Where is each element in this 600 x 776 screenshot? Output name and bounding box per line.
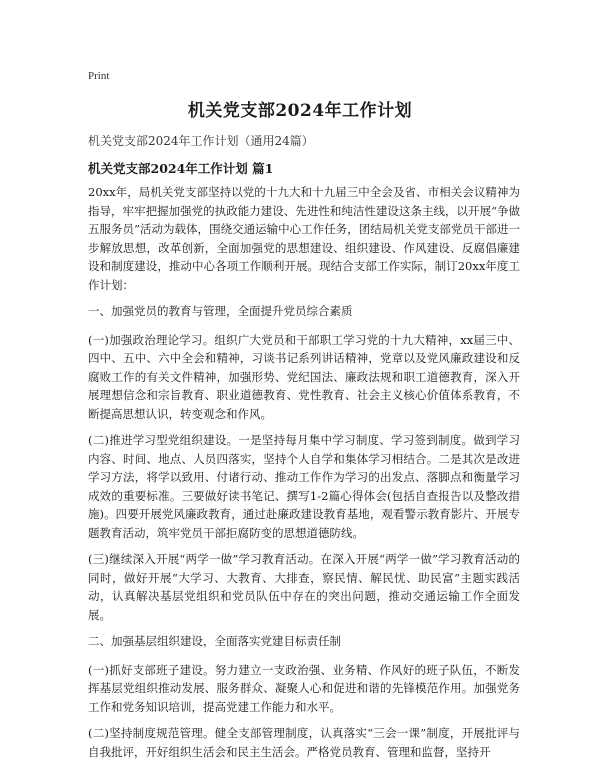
print-link[interactable]: Print — [88, 70, 110, 82]
paragraph-intro: 20xx年，局机关党支部坚持以党的十九大和十九届三中全会及省、市相关会议精神为指导，牢牢把握加强党的执政能力建设、先进性和纯洁性建设这条主线，以开展“争做五服务员”活动为载体，围绕交通运输中心工作任务，团结局机关党支部党员干部进一步解放思想，改革创新，全面加强党的思想建设、组织建设、作风建设、反腐倡廉建设和制度建设，推动中心各项工作顺利开展。现结合支部工作实际，制订20xx年度工作计划： — [88, 185, 520, 292]
section-heading-1: 一、加强党员的教育与管理，全面提升党员综合素质 — [88, 304, 353, 318]
section-heading-2: 二、加强基层组织建设，全面落实党建目标责任制 — [88, 634, 341, 648]
article-body — [88, 183, 520, 769]
article-heading: 机关党支部2024年工作计划 篇1 — [88, 161, 274, 176]
paragraph: (二)坚持制度规范管理。健全支部管理制度，认真落实“三会一课”制度，开展批评与自我批评，开好组织生活会和民主生活会。严格党员教育、管理和监督，坚持开 — [88, 726, 520, 759]
paragraph: (一)抓好支部班子建设。努力建立一支政治强、业务精、作风好的班子队伍，不断发挥基层党组织推动发展、服务群众、凝聚人心和促进和谐的先锋模范作用。加强党务工作和党务知识培训，提高党建工作能力和水平。 — [88, 662, 520, 714]
document-subtitle: 机关党支部2024年工作计划（通用24篇） — [88, 134, 314, 148]
paragraph: (三)继续深入开展“两学一做”学习教育活动。在深入开展“两学一做”学习教育活动的同时，做好开展“大学习、大教育、大排查，察民情、解民忧、助民富”主题实践活动，认真解决基层党组织和党员队伍中存在的突出问题，推动交通运输工作全面发展。 — [88, 552, 520, 622]
paragraph: (二)推进学习型党组织建设。一是坚持每月集中学习制度、学习签到制度。做到学习内容、时间、地点、人员四落实，坚持个人自学和集体学习相结合。二是其次是改进学习方法，将学以致用、付诸行动、推动工作作为学习的出发点、落脚点和衡量学习成效的重要标准。三要做好读书笔记、撰写1-2篇心得体会(包括自查报告以及整改措施)。四要开展党风廉政教育，通过赴廉政建设教育基地，观看警示教育影片、开展专题教育活动，筑牢党员干部拒腐防变的思想道德防线。 — [88, 433, 520, 540]
paragraph: (一)加强政治理论学习。组织广大党员和干部职工学习党的十九大精神，xx届三中、四中、五中、六中全会和精神，习谈书记系列讲话精神，党章以及党风廉政建设和反腐败工作的有关文件精神，加强形势、党纪国法、廉政法规和职工道德教育，深入开展理想信念和宗旨教育、职业道德教育、党性教育、社会主义核心价值体系教育，不断提高思想认识，转变观念和作风。 — [88, 332, 520, 421]
page-title: 机关党支部2024年工作计划 — [187, 101, 413, 121]
